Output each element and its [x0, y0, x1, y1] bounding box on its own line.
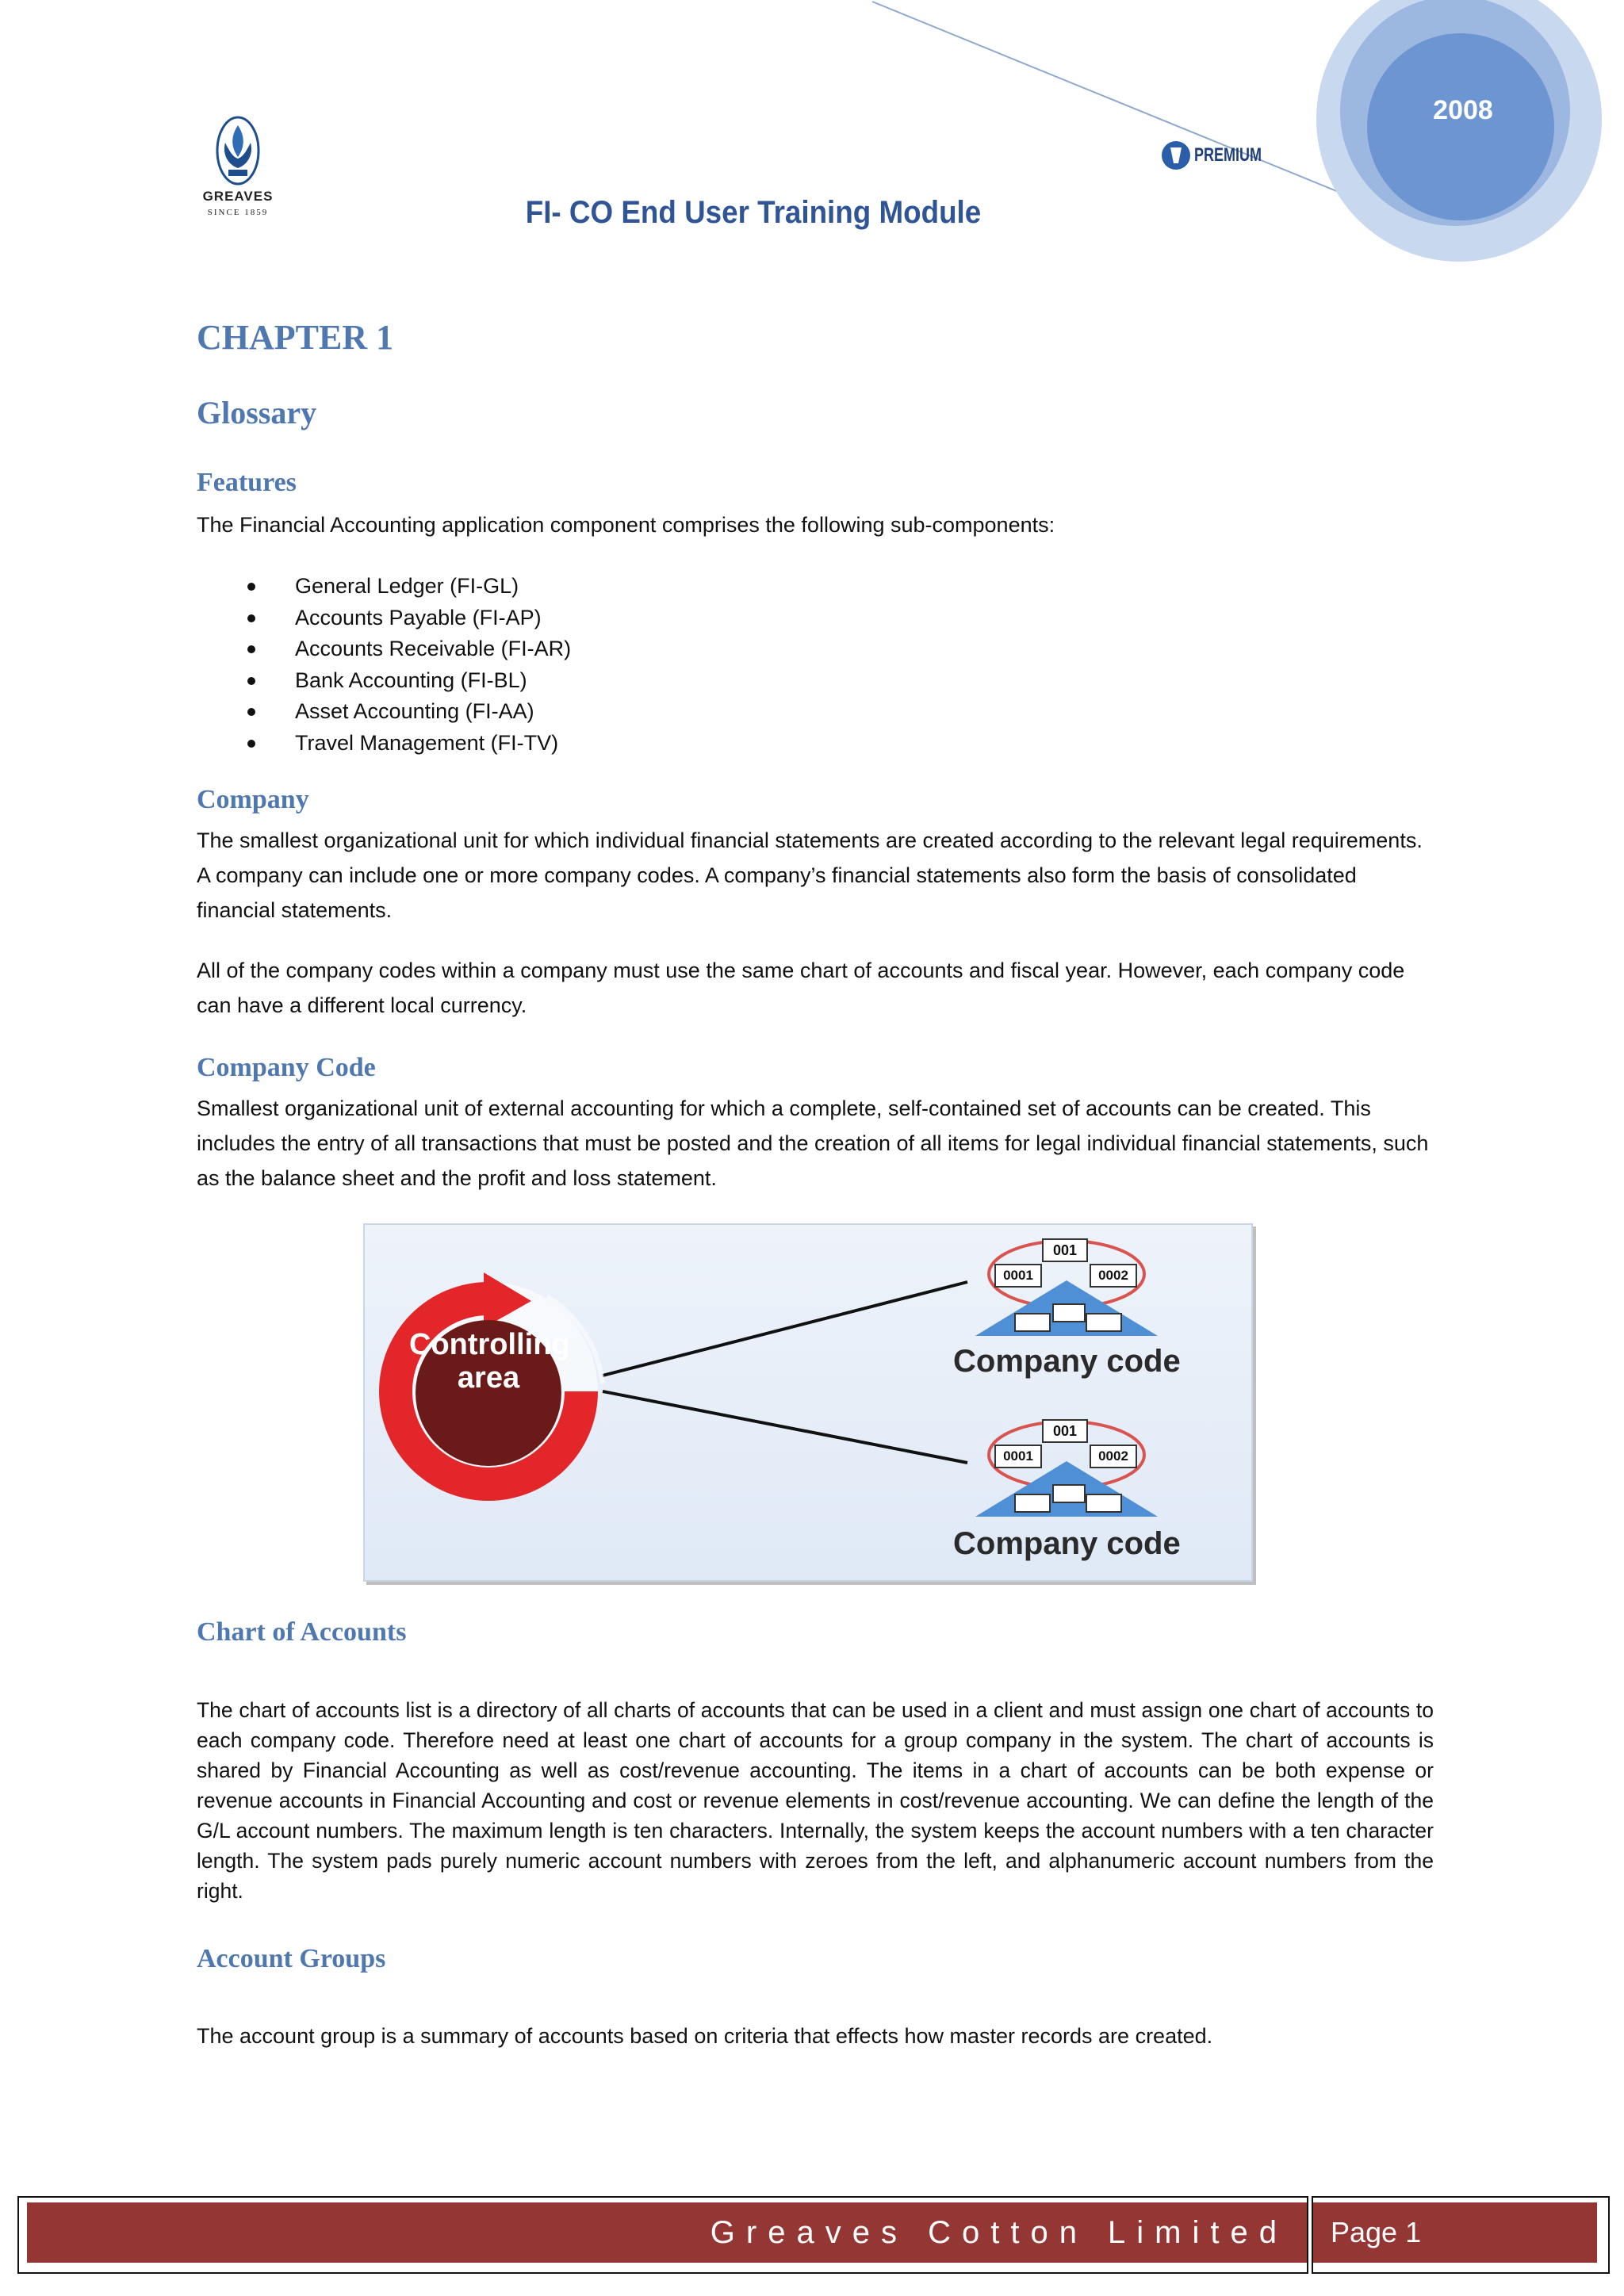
list-item: Travel Management (FI-TV): [197, 728, 571, 760]
company-code-para: Smallest organizational unit of external accounting for which a complete, self-contained set of accounts can be created. This includes the entry of all transactions that must be posted and the creation of all items for legal individual financial statements, such as the balance sheet and the profit and loss statement.: [197, 1096, 1429, 1190]
company-code-label: Company code: [953, 1526, 1181, 1561]
list-item: Accounts Receivable (FI-AR): [197, 633, 571, 665]
year-label: 2008: [1433, 95, 1493, 125]
greaves-logo: [190, 111, 285, 230]
list-item: Accounts Payable (FI-AP): [197, 603, 571, 634]
box-0002-label: 0002: [1098, 1268, 1128, 1283]
controlling-area-diagram: [363, 1223, 1253, 1582]
features-list: [197, 571, 571, 759]
page-number: Page 1: [1331, 2216, 1422, 2248]
greaves-logo-name: GREAVES: [202, 189, 274, 204]
account-groups-heading: Account Groups: [197, 1944, 386, 1973]
list-item: Asset Accounting (FI-AA): [197, 696, 571, 728]
chart-of-accounts-para: The chart of accounts list is a directory of all charts of accounts that can be used in a client and must assign one chart of accounts to each company code. Therefore need at least one chart of accounts for a group company in the system. The chart of accounts is shared by Financial Accounting as well as cost/revenue accounting. The items in a chart of accounts can be both expense or revenue accounts in Financial Accounting and cost or revenue elements in cost/revenue accounting. We can define the length of the G/L account numbers. The maximum length is ten characters. Internally, the system keeps the account numbers with a ten character length. The system pads purely numeric account numbers with zeroes from the left, and alphanumeric account numbers from the right.: [197, 1698, 1434, 1903]
premium-emblem-icon: [1158, 127, 1194, 182]
box-001-label: 001: [1052, 1242, 1078, 1258]
chapter-heading: CHAPTER 1: [197, 318, 394, 357]
footer-divider: [1307, 2196, 1313, 2274]
company-para-2: All of the company codes within a company must use the same chart of accounts and fiscal year. However, each company code can have a different local currency.: [197, 959, 1405, 1017]
features-intro: The Financial Accounting application component comprises the following sub-components:: [197, 513, 1055, 537]
premium-logo-text: PREMIUM: [1194, 144, 1262, 166]
list-item: Bank Accounting (FI-BL): [197, 665, 571, 697]
box-0002-label: 0002: [1098, 1448, 1128, 1464]
module-title: FI- CO End User Training Module: [525, 195, 982, 230]
features-heading: Features: [197, 468, 297, 497]
glossary-heading: Glossary: [197, 395, 317, 430]
footer-company-name: Greaves Cotton Limited: [710, 2215, 1288, 2250]
company-code-label: Company code: [953, 1344, 1181, 1379]
box-0001-label: 0001: [1003, 1448, 1033, 1464]
chart-of-accounts-heading: Chart of Accounts: [197, 1617, 407, 1647]
premium-logo: [1158, 127, 1269, 182]
greaves-logo-since: SINCE 1859: [207, 208, 269, 217]
greaves-emblem-icon: [190, 111, 285, 190]
box-0001-label: 0001: [1003, 1268, 1033, 1283]
company-heading: Company: [197, 785, 309, 814]
list-item: General Ledger (FI-GL): [197, 571, 571, 603]
box-001-label: 001: [1052, 1423, 1078, 1439]
account-groups-para: The account group is a summary of accounts based on criteria that effects how master records are created.: [197, 2024, 1213, 2048]
controlling-area-label: Controlling area: [409, 1328, 570, 1395]
company-para-1: The smallest organizational unit for which individual financial statements are created according to the relevant legal requirements. A company can include one or more company codes. A company’s financial statements also form the basis of consolidated financial statements.: [197, 828, 1423, 922]
company-code-heading: Company Code: [197, 1053, 376, 1082]
